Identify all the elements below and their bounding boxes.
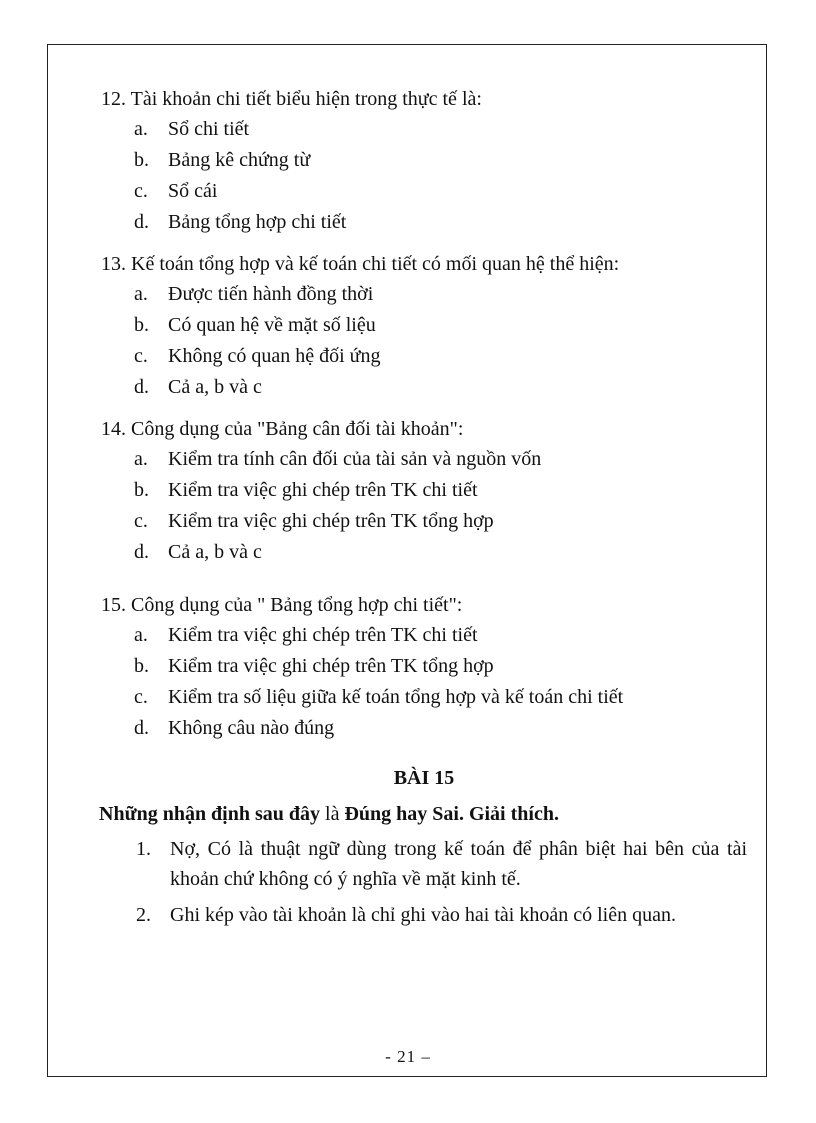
answer-option xyxy=(101,684,747,715)
option-text: Kiểm tra việc ghi chép trên TK tổng hợp xyxy=(168,510,494,532)
instruction-connector: là xyxy=(320,803,345,825)
statement-2 xyxy=(101,900,747,930)
option-text: Cả a, b và c xyxy=(168,376,262,398)
option-text: Không có quan hệ đối ứng xyxy=(168,345,381,367)
answer-option xyxy=(101,446,747,477)
question-title: 15. Công dụng của " Bảng tổng hợp chi tiết": xyxy=(101,594,463,616)
option-text: Không câu nào đúng xyxy=(168,717,335,739)
instruction-tail: Đúng hay Sai. Giải thích. xyxy=(344,803,559,825)
statement-number: 1. xyxy=(136,838,151,860)
question-title: 13. Kế toán tổng hợp và kế toán chi tiết có mối quan hệ thể hiện: xyxy=(101,253,620,275)
answer-options xyxy=(101,116,747,240)
option-letter: d. xyxy=(134,717,149,739)
option-text: Kiểm tra tính cân đối của tài sản và nguồn vốn xyxy=(168,448,542,470)
question-14 xyxy=(101,416,747,570)
question-13 xyxy=(101,251,747,405)
option-text: Sổ chi tiết xyxy=(168,118,250,140)
option-text: Bảng kê chứng từ xyxy=(168,149,311,171)
option-text: Bảng tổng hợp chi tiết xyxy=(168,211,347,233)
option-letter: a. xyxy=(134,283,148,305)
statement-text: Ghi kép vào tài khoản là chỉ ghi vào hai tài khoản có liên quan. xyxy=(170,904,676,926)
statement-number: 2. xyxy=(136,904,151,926)
option-letter: c. xyxy=(134,345,148,367)
question-title: 14. Công dụng của "Bảng cân đối tài khoản": xyxy=(101,418,464,440)
page-number: - 21 – xyxy=(385,1047,431,1066)
answer-option xyxy=(101,653,747,684)
section-heading: BÀI 15 xyxy=(393,767,455,789)
answer-option xyxy=(101,374,747,405)
answer-option xyxy=(101,147,747,178)
option-text: Kiểm tra việc ghi chép trên TK chi tiết xyxy=(168,479,478,501)
answer-option xyxy=(101,539,747,570)
option-text: Kiểm tra việc ghi chép trên TK chi tiết xyxy=(168,624,478,646)
option-text: Kiểm tra số liệu giữa kế toán tổng hợp và kế toán chi tiết xyxy=(168,686,624,708)
answer-option xyxy=(101,312,747,343)
answer-option xyxy=(101,508,747,539)
answer-option xyxy=(101,343,747,374)
answer-option xyxy=(101,178,747,209)
answer-options xyxy=(101,622,747,746)
option-letter: b. xyxy=(134,655,149,677)
option-letter: d. xyxy=(134,211,149,233)
option-text: Có quan hệ về mặt số liệu xyxy=(168,314,376,336)
option-text: Được tiến hành đồng thời xyxy=(168,283,374,305)
answer-option xyxy=(101,715,747,746)
question-12 xyxy=(101,86,747,240)
answer-options xyxy=(101,281,747,405)
question-15 xyxy=(101,592,747,746)
option-letter: a. xyxy=(134,448,148,470)
statement-1 xyxy=(101,834,747,894)
option-letter: d. xyxy=(134,541,149,563)
answer-option xyxy=(101,477,747,508)
answer-options xyxy=(101,446,747,570)
option-letter: a. xyxy=(134,624,148,646)
option-text: Kiểm tra việc ghi chép trên TK tổng hợp xyxy=(168,655,494,677)
statement-text: Nợ, Có là thuật ngữ dùng trong kế toán để phân biệt hai bên của tài khoản chứ không có ý nghĩa về mặt kinh tế. xyxy=(170,838,747,890)
page-content xyxy=(101,86,747,936)
option-letter: a. xyxy=(134,118,148,140)
instruction-lead: Những nhận định sau đây xyxy=(99,803,321,825)
option-letter: d. xyxy=(134,376,149,398)
answer-option xyxy=(101,281,747,312)
option-letter: c. xyxy=(134,180,148,202)
answer-option xyxy=(101,209,747,240)
option-letter: c. xyxy=(134,510,148,532)
question-title: 12. Tài khoản chi tiết biểu hiện trong thực tế là: xyxy=(101,88,482,110)
option-letter: b. xyxy=(134,479,149,501)
option-letter: c. xyxy=(134,686,148,708)
option-text: Cả a, b và c xyxy=(168,541,262,563)
option-text: Sổ cái xyxy=(168,180,218,202)
answer-option xyxy=(101,116,747,147)
section-instruction xyxy=(99,800,747,834)
answer-option xyxy=(101,622,747,653)
option-letter: b. xyxy=(134,149,149,171)
option-letter: b. xyxy=(134,314,149,336)
